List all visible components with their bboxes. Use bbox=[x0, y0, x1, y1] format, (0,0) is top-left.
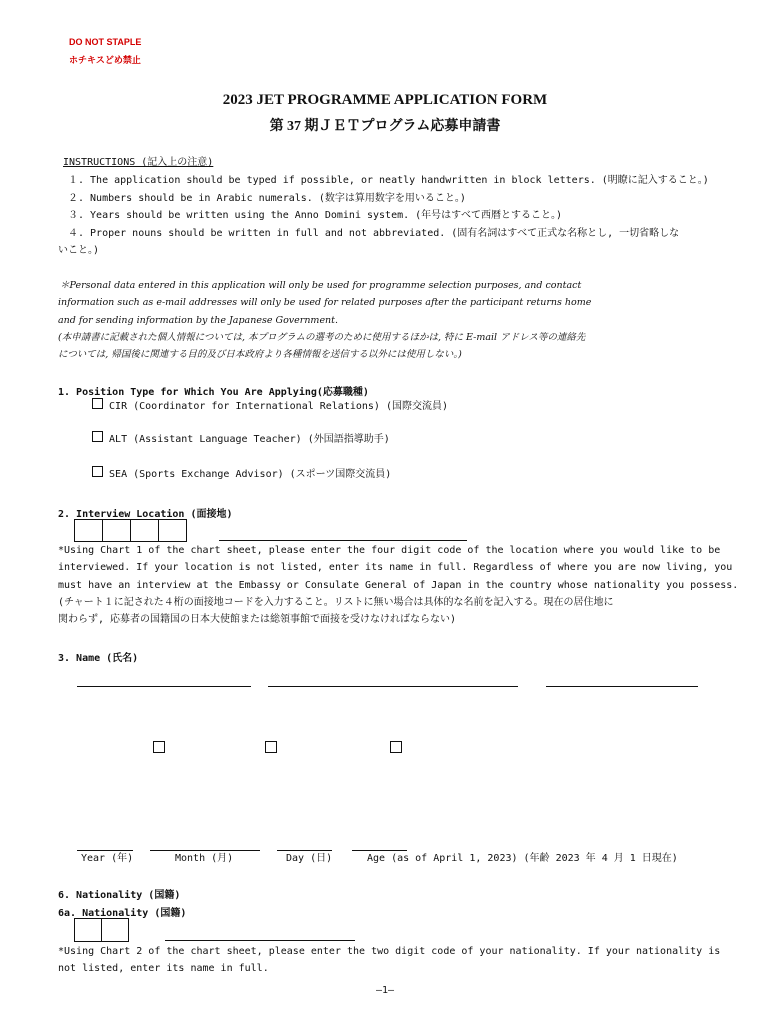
interview-code-boxes[interactable] bbox=[75, 519, 187, 542]
position-option-sea[interactable] bbox=[92, 466, 391, 484]
checkbox-alt[interactable] bbox=[92, 431, 103, 442]
checkbox[interactable] bbox=[265, 741, 277, 753]
checkbox-cir[interactable] bbox=[92, 398, 103, 409]
checkbox[interactable] bbox=[153, 741, 165, 753]
form-title-jp: 第 37 期ＪＥＴプログラム応募申請書 bbox=[269, 119, 501, 134]
nationality-code-boxes[interactable] bbox=[75, 918, 129, 942]
code-digit-box[interactable] bbox=[74, 918, 102, 942]
checkbox-sea[interactable] bbox=[92, 466, 103, 477]
code-digit-box[interactable] bbox=[102, 519, 131, 542]
section6-note: not listed, enter its name in full. bbox=[58, 963, 269, 974]
instruction-item: ２. Numbers should be in Arabic numerals. (数字は算用数字を用いること。) bbox=[68, 193, 466, 204]
section6-note: *Using Chart 2 of the chart sheet, please enter the two digit code of your nationality. If your nationality is bbox=[58, 946, 721, 957]
option-label-alt: ALT (Assistant Language Teacher) (外国語指導助手) bbox=[109, 434, 390, 445]
do-not-staple-notice: DO NOT STAPLE bbox=[69, 37, 142, 47]
checkbox[interactable] bbox=[390, 741, 402, 753]
page-number: ―1― bbox=[375, 985, 395, 996]
option-label-cir: CIR (Coordinator for International Relations) (国際交流員) bbox=[109, 401, 449, 412]
section2-note: 関わらず, 応募者の国籍国の日本大使館または総領事館で面接を受けなければならない) bbox=[58, 614, 457, 625]
section2-note: (チャート１に記された４桁の面接地コードを入力すること。リストに無い場合は具体的な名前を記入する。現在の居住地に bbox=[58, 597, 614, 608]
code-digit-box[interactable] bbox=[158, 519, 187, 542]
name-line-family[interactable] bbox=[77, 686, 251, 687]
instruction-item: ４. Proper nouns should be written in full and not abbreviated. (固有名詞はすべて正式な名称とし, 一切省略しな bbox=[68, 228, 680, 239]
section6a-heading: 6a. Nationality (国籍) bbox=[58, 908, 187, 919]
privacy-line: ＊Personal data entered in this application will only be used for programme selection purposes, and contact bbox=[60, 280, 582, 291]
day-label: Day (日) bbox=[286, 853, 333, 864]
privacy-line: については, 帰国後に関連する目的及び日本政府より各種情報を送信する以外には使用しない。) bbox=[58, 349, 462, 360]
do-not-staple-notice-jp: ホチキスどめ禁止 bbox=[69, 55, 141, 65]
instruction-item: ３. Years should be written using the Anno Domini system. (年号はすべて西暦とすること。) bbox=[68, 210, 562, 221]
code-digit-box[interactable] bbox=[101, 918, 129, 942]
privacy-line: and for sending information by the Japanese Government. bbox=[58, 315, 339, 326]
interview-location-name-line[interactable] bbox=[219, 540, 467, 541]
instruction-item-continued: いこと。) bbox=[58, 245, 100, 256]
year-label: Year (年) bbox=[81, 853, 134, 864]
instructions-heading: INSTRUCTIONS (記入上の注意) bbox=[63, 157, 214, 168]
position-option-cir[interactable] bbox=[92, 398, 448, 416]
name-line-middle[interactable] bbox=[546, 686, 698, 687]
section2-note: *Using Chart 1 of the chart sheet, please enter the four digit code of the location where you would like to be bbox=[58, 545, 721, 556]
privacy-line: (本申請書に記載された個人情報については, 本プログラムの選考のために使用するほかは, 特に E-mail アドレス等の連絡先 bbox=[58, 332, 586, 343]
section6-heading: 6. Nationality (国籍) bbox=[58, 890, 181, 901]
option-label-sea: SEA (Sports Exchange Advisor) (スポーツ国際交流員) bbox=[109, 469, 392, 480]
position-option-alt[interactable] bbox=[92, 431, 390, 449]
section2-note: interviewed. If your location is not listed, enter its name in full. Regardless of where you are now living, you bbox=[58, 562, 733, 573]
code-digit-box[interactable] bbox=[130, 519, 159, 542]
month-label: Month (月) bbox=[175, 853, 234, 864]
section2-heading: 2. Interview Location (面接地) bbox=[58, 509, 233, 520]
code-digit-box[interactable] bbox=[74, 519, 103, 542]
nationality-name-line[interactable] bbox=[165, 940, 355, 941]
privacy-line: information such as e-mail addresses will only be used for related purposes after the participant returns home bbox=[58, 297, 592, 308]
instruction-item: １. The application should be typed if possible, or neatly handwritten in block letters. (明瞭に記入すること。) bbox=[68, 175, 709, 186]
section1-heading: 1. Position Type for Which You Are Applying(応募職種) bbox=[58, 387, 369, 398]
section3-heading: 3. Name (氏名) bbox=[58, 653, 139, 664]
name-line-given[interactable] bbox=[268, 686, 518, 687]
form-title: 2023 JET PROGRAMME APPLICATION FORM bbox=[222, 92, 548, 108]
section2-note: must have an interview at the Embassy or Consulate General of Japan in the country whose nationality you possess. bbox=[58, 580, 739, 591]
age-label: Age (as of April 1, 2023) (年齢 2023 年 4 月 1 日現在) bbox=[367, 853, 678, 864]
